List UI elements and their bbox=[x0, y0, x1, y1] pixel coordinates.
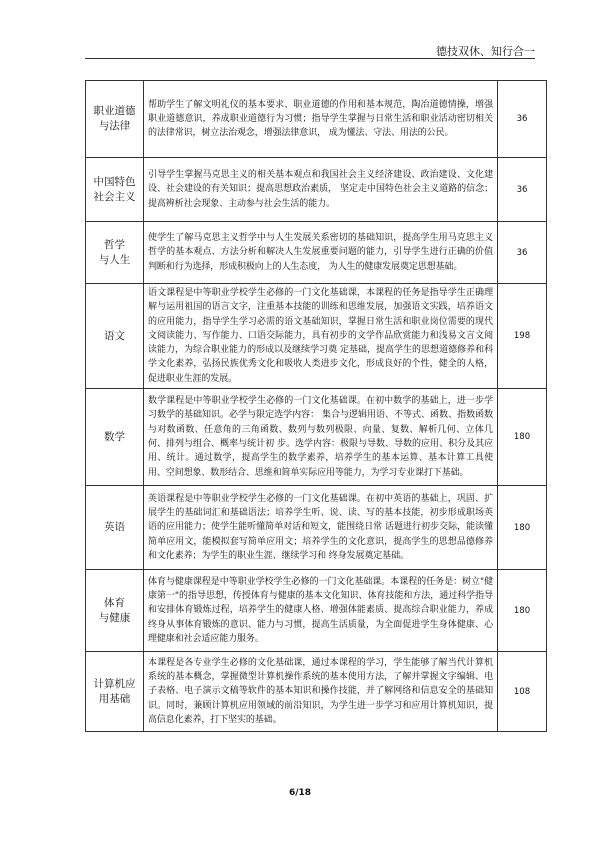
course-desc-cell bbox=[144, 158, 498, 222]
course-hours-cell bbox=[498, 486, 547, 570]
table-row bbox=[86, 389, 547, 486]
page-header bbox=[85, 40, 535, 59]
course-hours-cell bbox=[498, 284, 547, 389]
course-name: 体育 与健康 bbox=[98, 596, 131, 624]
course-name: 数学 bbox=[104, 430, 125, 443]
course-hours: 180 bbox=[513, 432, 531, 443]
course-name: 英语 bbox=[104, 521, 125, 534]
course-desc-cell bbox=[144, 389, 498, 486]
course-name-cell bbox=[86, 389, 144, 486]
table-row bbox=[86, 570, 547, 652]
course-name: 计算机应 用基础 bbox=[93, 677, 136, 705]
course-desc-cell bbox=[144, 81, 498, 158]
course-hours-cell bbox=[498, 389, 547, 486]
course-desc-cell bbox=[144, 486, 498, 570]
course-name-cell bbox=[86, 284, 144, 389]
course-hours-cell bbox=[498, 570, 547, 652]
table-row bbox=[86, 81, 547, 158]
table-row bbox=[86, 284, 547, 389]
course-name: 中国特色 社会主义 bbox=[93, 175, 136, 203]
course-hours-cell bbox=[498, 158, 547, 222]
table-row bbox=[86, 222, 547, 284]
course-description: 使学生了解马克思主义哲学中与人生发展关系密切的基础知识，提高学生用马克思主义哲学的基本观点、方法分析和解决人生发展重要问题的能力，引导学生进行正确的价值判断和行为选择，形成积极向上的人生态度， 为人生的健康发展奠定思想基础。 bbox=[148, 233, 493, 272]
course-hours: 198 bbox=[513, 331, 531, 342]
course-name: 职业道德 与法律 bbox=[93, 105, 136, 132]
course-name-cell bbox=[86, 158, 144, 222]
course-desc-cell bbox=[144, 284, 498, 389]
table-row bbox=[86, 486, 547, 570]
course-hours: 36 bbox=[516, 114, 528, 124]
course-description: 体育与健康课程是中等职业学校学生必修的一门文化基础课。本课程的任务是：树立"健康第一"的指导思想，传授体育与健康的基本文化知识、体育技能和方法，通过科学指导和安排体育锻炼过程，培养学生的健康人格、增强体能素质、提高综合职业能力，养成终身从事体育锻炼的意识、能力与习惯，提高生活质量，为全面促进学生身体健康、心理健康和社会适应能力服务。 bbox=[148, 576, 493, 645]
course-hours-cell bbox=[498, 81, 547, 158]
course-desc-cell bbox=[144, 652, 498, 732]
course-hours: 108 bbox=[513, 686, 531, 697]
course-hours: 36 bbox=[516, 247, 528, 258]
course-name: 哲学 与人生 bbox=[98, 238, 131, 266]
table-row bbox=[86, 652, 547, 732]
course-description: 帮助学生了解文明礼仪的基本要求、职业道德的作用和基本规范，陶冶道德情操，增强职业道德意识，养成职业道德行为习惯；指导学生掌握与日常生活和职业活动密切相关的法律常识，树立法治观念，增强法律意识， 成为懂法、守法、用法的公民。 bbox=[148, 99, 493, 139]
course-description: 语文课程是中等职业学校学生必修的一门文化基础课，本课程的任务是指导学生正确理解与运用祖国的语言文字，注重基本技能的训练和思维发展，加强语文实践，培养语文的应用能力，指导学生学习必需的语文基础知识，掌握日常生活和职业岗位需要的现代文阅读能力、写作能力、口语交际能力，具有初步的文学作品欣赏能力和浅易文言文阅读能力，为综合职业能力的形成以及继续学习奠 定基础，提高学生的思想道德修养和科学文化素养，弘扬民族优秀文化和吸收人类进步文化，形成良好的个性，健全的人格，促进职业生涯的发展。 bbox=[148, 288, 493, 384]
course-name: 语文 bbox=[104, 329, 125, 342]
course-name-cell bbox=[86, 486, 144, 570]
course-name-cell bbox=[86, 652, 144, 732]
table-row bbox=[86, 158, 547, 222]
course-name-cell bbox=[86, 222, 144, 284]
course-name-cell bbox=[86, 81, 144, 158]
course-hours: 36 bbox=[516, 184, 528, 195]
course-hours-cell bbox=[498, 652, 547, 732]
page-footer bbox=[0, 780, 600, 799]
page-number: 6/18 bbox=[288, 788, 312, 798]
course-hours: 180 bbox=[513, 605, 531, 616]
course-table bbox=[85, 80, 547, 732]
course-desc-cell bbox=[144, 222, 498, 284]
course-description: 数学课程是中等职业学校学生必修的一门文化基础课。在初中数学的基础上，进一步学习数学的基础知识。必学与限定选学内容： 集合与逻辑用语、不等式、函数、指数函数与对数函数、任意角的三角函数、数列与数列极限、向量、复数、解析几何、立体几何、排列与组合、概率与统计初 步。选学内容：极限与导数、导数的应用、积分及其应用、统计。通过数学，提高学生的数学素养，培养学生的基本运算、基本计算工具使用、空间想象、数形结合、思维和简单实际应用等能力，为学习专业课打下基础。 bbox=[148, 396, 493, 478]
course-hours: 180 bbox=[513, 522, 531, 533]
course-desc-cell bbox=[144, 570, 498, 652]
course-hours-cell bbox=[498, 222, 547, 284]
course-description: 引导学生掌握马克思主义的相关基本观点和我国社会主义经济建设、政治建设、文化建设、社会建设的有关知识；提高思想政治素质， 坚定走中国特色社会主义道路的信念；提高辨析社会现象、主动参与社会生活的能力。 bbox=[148, 170, 493, 209]
header-title: 德技双休、知行合一 bbox=[436, 45, 535, 58]
course-name-cell bbox=[86, 570, 144, 652]
course-description: 英语课程是中等职业学校学生必修的一门文化基础课。在初中英语的基础上，巩固、扩展学生的基础词汇和基础语法；培养学生听、说、读、写的基本技能，初步形成职场英语的应用能力；使学生能听懂简单对话和短文，能围绕日常 话题进行初步交际，能读懂简单应用文，能模拟套写简单应用文；培养学生的文化意识，提高学生的思想品德修养和文化素养；为学生的职业生涯、继续学习和 终身发展奠定基础。 bbox=[148, 493, 493, 562]
course-description: 本课程是各专业学生必修的文化基础课，通过本课程的学习，学生能够了解当代计算机系统的基本概念，掌握微型计算机操作系统的基本使用方法，了解并掌握文字编辑、电子表格、电子演示文稿等软件的基本知识和操作技能，并了解网络和信息安全的基础知识。同时，兼顾计算机应用领域的前沿知识，为学生进一步学习和应用计算机知识，提高信息化素养，打下坚实的基础。 bbox=[148, 657, 493, 726]
